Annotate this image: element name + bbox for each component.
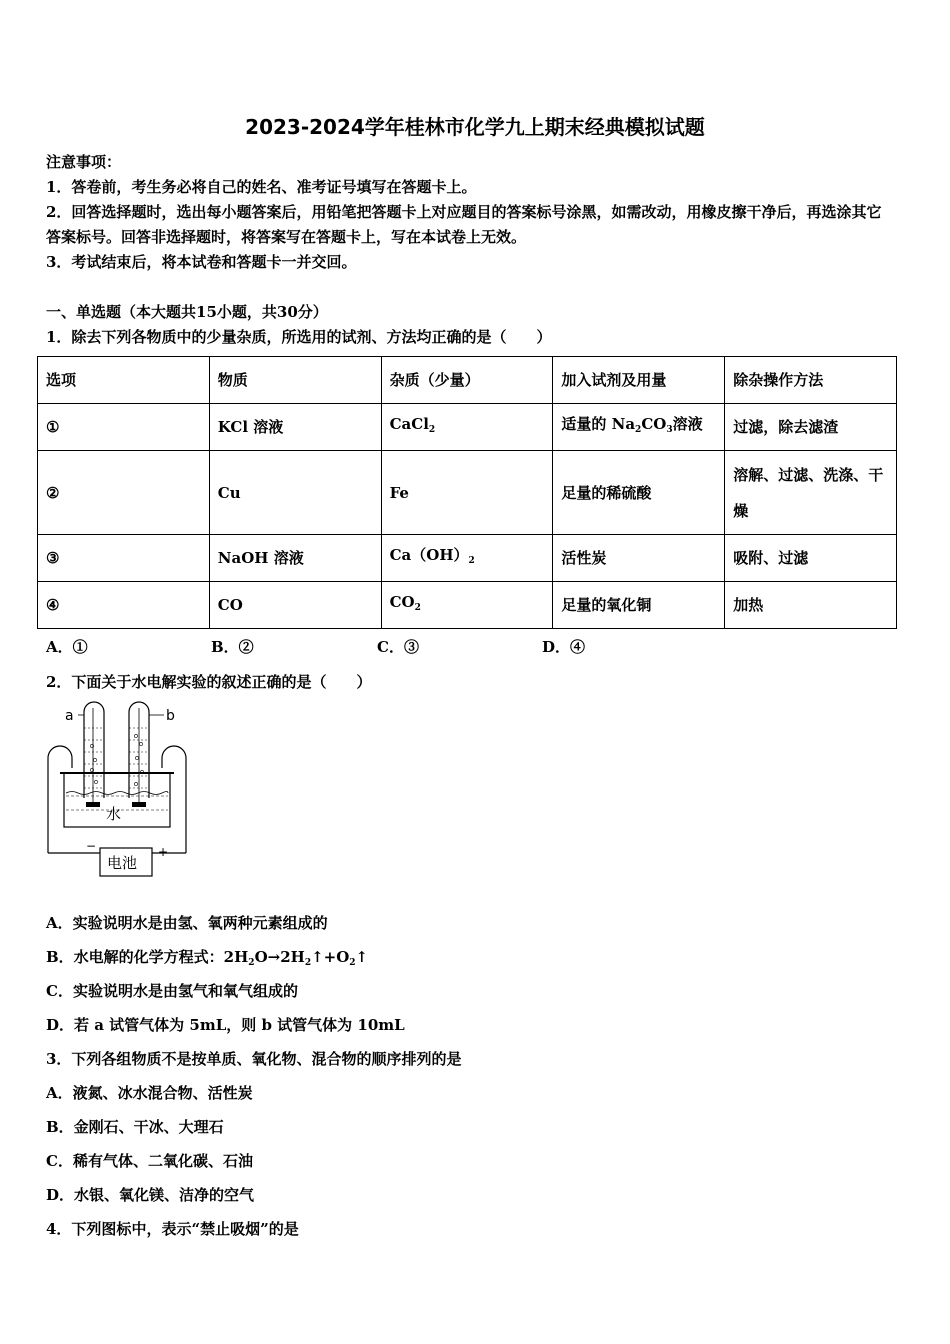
table-cell-impurity: $Ca(OH)_2$ <box>381 535 553 582</box>
table-cell-option: ③ <box>38 535 210 582</box>
q2-option-c[interactable]: C．实验说明水是由氢气和氧气组成的 <box>46 982 298 1000</box>
q1-table <box>37 356 897 629</box>
table-header-cell: 加入试剂及用量 <box>553 357 725 404</box>
table-cell-reagent: 足量的稀硫酸 <box>553 451 725 535</box>
table-cell-option: ① <box>38 404 210 451</box>
q1-option-b[interactable]: B．② <box>211 638 254 656</box>
q1-option-d[interactable]: D．④ <box>542 638 586 656</box>
q3-option-c[interactable]: C．稀有气体、二氧化碳、石油 <box>46 1152 253 1170</box>
q1-option-c[interactable]: C．③ <box>377 638 419 656</box>
table-header-cell: 物质 <box>209 357 381 404</box>
q2-option-a[interactable]: A．实验说明水是由氢、氧两种元素组成的 <box>46 914 328 932</box>
table-row <box>38 451 897 535</box>
q2-option-d[interactable]: D．若 a 试管气体为 5mL，则 b 试管气体为 10mL <box>46 1016 405 1034</box>
q1-option-a[interactable]: A．① <box>46 638 88 656</box>
table-header-row <box>38 357 897 404</box>
note-item-3: 3．考试结束后，将本试卷和答题卡一并交回。 <box>46 253 357 271</box>
water-label: 水 <box>106 805 122 823</box>
q3-option-a[interactable]: A．液氮、冰水混合物、活性炭 <box>46 1084 253 1102</box>
battery-label: 电池 <box>107 854 138 872</box>
q2-stem: 2．下面关于水电解实验的叙述正确的是（ ） <box>46 673 372 691</box>
table-cell-option: ② <box>38 451 210 535</box>
q4-stem: 4．下列图标中，表示“禁止吸烟”的是 <box>46 1220 299 1238</box>
electrolysis-figure <box>40 698 200 883</box>
note-item-2: 2．回答选择题时，选出每小题答案后，用铅笔把答题卡上对应题目的答案标号涂黑，如需改动，用橡皮擦干净后，再选涂其它答案标号。回答非选择题时，将答案写在答题卡上，写在本试卷上无效。 <box>46 203 882 246</box>
notes-heading: 注意事项： <box>46 153 122 171</box>
battery-minus: − <box>86 839 97 853</box>
table-cell-impurity: $CO_2$ <box>381 582 553 629</box>
table-header-cell: 选项 <box>38 357 210 404</box>
table-cell-reagent: 活性炭 <box>553 535 725 582</box>
table-cell-substance: Cu <box>209 451 381 535</box>
table-row <box>38 535 897 582</box>
section-heading: 一、单选题（本大题共15小题，共30分） <box>46 303 328 321</box>
q2-option-b[interactable]: B．水电解的化学方程式：$2H_2O\to 2H_2↑+O_2↑$ <box>46 948 369 968</box>
q3-stem: 3．下列各组物质不是按单质、氧化物、混合物的顺序排列的是 <box>46 1050 462 1068</box>
note-item-1: 1．答卷前，考生务必将自己的姓名、准考证号填写在答题卡上。 <box>46 178 477 196</box>
table-cell-substance: CO <box>209 582 381 629</box>
label-b: b <box>166 708 175 724</box>
q3-option-b[interactable]: B．金刚石、干冰、大理石 <box>46 1118 224 1136</box>
table-cell-substance: NaOH 溶液 <box>209 535 381 582</box>
table-cell-reagent: 适量的 $Na_2CO_3$溶液 <box>553 404 725 451</box>
label-a: a <box>65 708 74 724</box>
table-row <box>38 582 897 629</box>
battery-plus: + <box>158 845 169 859</box>
table-cell-reagent: 足量的氧化铜 <box>553 582 725 629</box>
table-row <box>38 404 897 451</box>
table-header-cell: 除杂操作方法 <box>725 357 897 404</box>
table-cell-method: 加热 <box>725 582 897 629</box>
table-cell-impurity: CaCl$_2$ <box>381 404 553 451</box>
table-header-cell: 杂质（少量） <box>381 357 553 404</box>
table-cell-substance: KCl 溶液 <box>209 404 381 451</box>
exam-title: 2023-2024学年桂林市化学九上期末经典模拟试题 <box>245 115 705 139</box>
q1-stem: 1．除去下列各物质中的少量杂质，所选用的试剂、方法均正确的是（ ） <box>46 328 552 346</box>
table-cell-impurity: Fe <box>381 451 553 535</box>
q3-option-d[interactable]: D．水银、氧化镁、洁净的空气 <box>46 1186 255 1204</box>
table-cell-method: 过滤，除去滤渣 <box>725 404 897 451</box>
notes-block <box>46 150 896 275</box>
table-cell-method: 溶解、过滤、洗涤、干燥 <box>725 451 897 535</box>
table-cell-method: 吸附、过滤 <box>725 535 897 582</box>
table-cell-option: ④ <box>38 582 210 629</box>
